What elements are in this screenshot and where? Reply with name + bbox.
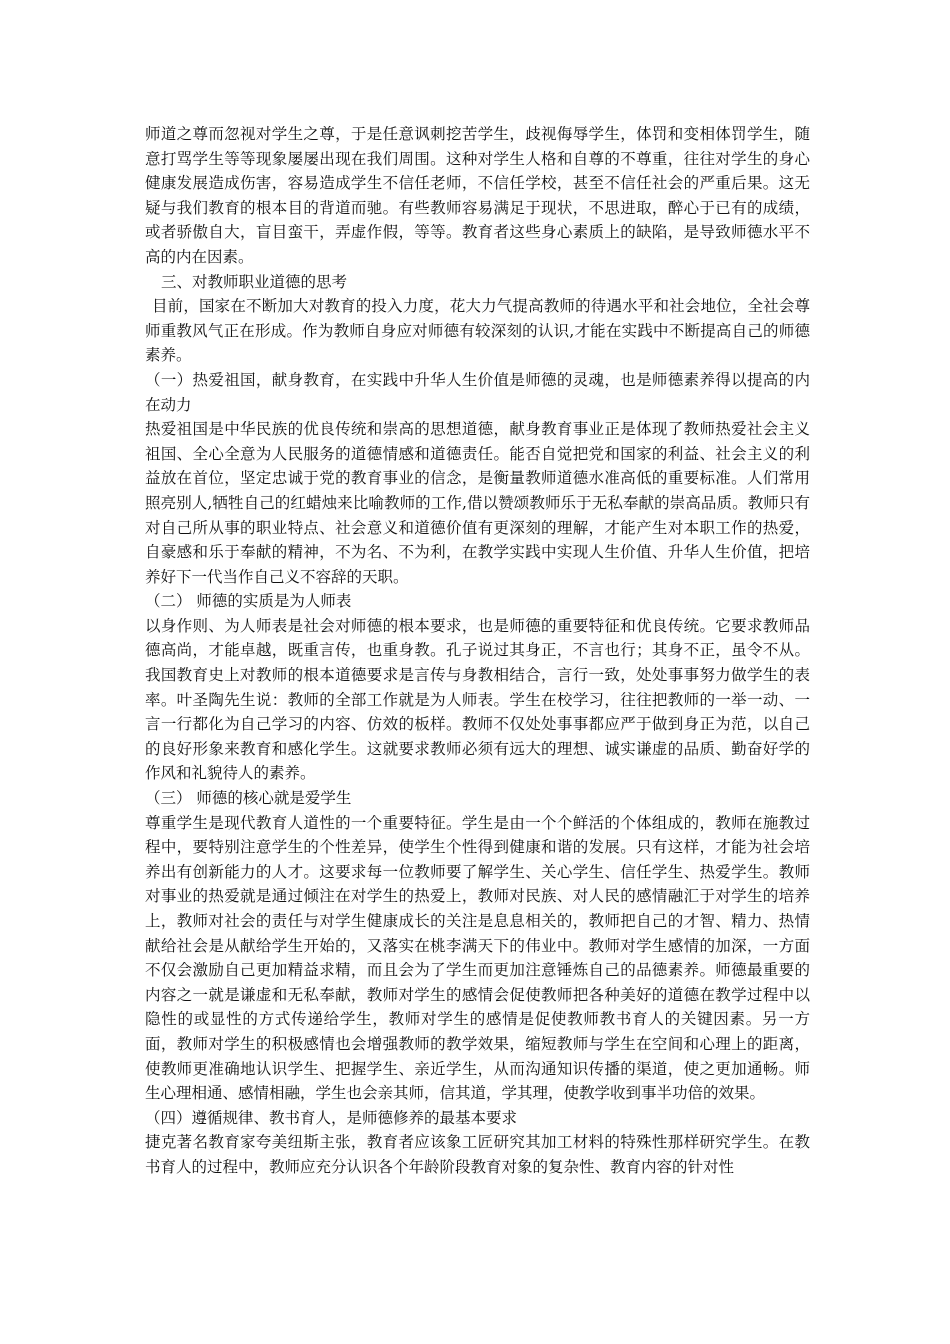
paragraph-rules: 捷克著名教育家夸美纽斯主张，教育者应该象工匠研究其加工材料的特殊性那样研究学生。在教书育人的过程中，教师应充分认识各个年龄阶段教育对象的复杂性、教育内容的针对性 (145, 1133, 810, 1176)
subheading-3: （三） 师德的核心就是爱学生 (145, 789, 352, 808)
paragraph-love-students: 尊重学生是现代教育人道性的一个重要特征。学生是由一个个鲜活的个体组成的，教师在施教过程中，要特别注意学生的个性差异，使学生个性得到健康和谐的发展。只有这样，才能为社会培养出有创新能力的人才。这要求每一位教师要了解学生、关心学生、信任学生、热爱学生。教师对事业的热爱就是通过倾注在对学生的热爱上，教师对民族、对人民的感情融汇于对学生的培养上，教师对社会的责任与对学生健康成长的关注是息息相关的，教师把自己的才智、精力、热情献给社会是从献给学生开始的，又落实在桃李满天下的伟业中。教师对学生感情的加深，一方面不仅会激励自己更加精益求精，而且会为了学生而更加注意锤炼自己的品德素养。师德最重要的内容之一就是谦虚和无私奉献，教师对学生的感情会促使教师把各种美好的道德在教学过程中以隐性的或显性的方式传递给学生，教师对学生的感情是促使教师教书育人的关键因素。另一方面，教师对学生的积极感情也会增强教师的教学效果，缩短教师与学生在空间和心理上的距离，使教师更准确地认识学生、把握学生、亲近学生，从而沟通知识传播的渠道，使之更加通畅。师生心理相通、感情相融，学生也会亲其师，信其道，学其理，使教学收到事半功倍的效果。 (145, 813, 810, 1103)
subheading-2: （二） 师德的实质是为人师表 (145, 592, 352, 611)
paragraph-current-situation: 目前，国家在不断加大对教育的投入力度，花大力气提高教师的待遇水平和社会地位，全社会尊师重教风气正在形成。作为教师自身应对师德有较深刻的认识,才能在实践中不断提高自己的师德素养。 (145, 297, 810, 365)
subheading-1: （一）热爱祖国，献身教育，在实践中升华人生价值是师德的灵魂，也是师德素养得以提高的内在动力 (145, 370, 810, 414)
section-heading-3: 三、对教师职业道德的思考 (161, 272, 348, 291)
paragraph-intro: 师道之尊而忽视对学生之尊，于是任意讽刺挖苦学生，歧视侮辱学生，体罚和变相体罚学生，随意打骂学生等等现象屡屡出现在我们周围。这种对学生人格和自尊的不尊重，往往对学生的身心健康发展造成伤害，容易造成学生不信任老师，不信任学校，甚至不信任社会的严重后果。这无疑与我们教育的根本目的背道而驰。有些教师容易满足于现状，不思进取，醉心于已有的成绩，或者骄傲自大，盲目蛮干，弄虚作假，等等。教育者这些身心素质上的缺陷，是导致师德水平不高的内在因素。 (145, 125, 810, 266)
paragraph-patriotism: 热爱祖国是中华民族的优良传统和崇高的思想道德，献身教育事业正是体现了教师热爱社会主义祖国、全心全意为人民服务的道德情感和道德责任。能否自觉把党和国家的利益、社会主义的利益放在首位，坚定忠诚于党的教育事业的信念，是衡量教师道德水准高低的重要标准。人们常用照亮别人,牺牲自己的红蜡烛来比喻教师的工作,借以赞颂教师乐于无私奉献的崇高品质。教师只有对自己所从事的职业特点、社会意义和道德价值有更深刻的理解，才能产生对本职工作的热爱，自豪感和乐于奉献的精神，不为名、不为利，在教学实践中实现人生价值、升华人生价值，把培养好下一代当作自己义不容辞的天职。 (145, 420, 810, 586)
subheading-4: （四）遵循规律、教书育人，是师德修养的最基本要求 (145, 1108, 518, 1127)
paragraph-role-model: 以身作则、为人师表是社会对师德的根本要求，也是师德的重要特征和优良传统。它要求教师品德高尚，才能卓越，既重言传，也重身教。孔子说过其身正，不言也行；其身不正，虽令不从。我国教育史上对教师的根本道德要求是言传与身教相结合，言行一致，处处事事努力做学生的表率。叶圣陶先生说：教师的全部工作就是为人师表。学生在校学习，往往把教师的一举一动、一言一行都化为自己学习的内容、仿效的板样。教师不仅处处事事都应严于做到身正为范，以自己的良好形象来教育和感化学生。这就要求教师必须有远大的理想、诚实谦虚的品质、勤奋好学的作风和礼貌待人的素养。 (145, 616, 810, 783)
document-page (145, 122, 810, 1180)
